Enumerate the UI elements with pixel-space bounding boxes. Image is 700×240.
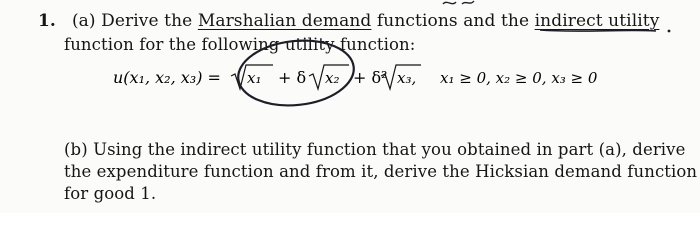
utility-formula <box>113 58 673 98</box>
plus-delta-squared: + δ² <box>353 68 388 87</box>
part-a-line-2: function for the following utility function: <box>64 35 416 54</box>
pen-dot-mark <box>668 30 671 33</box>
part-a-line-1 <box>38 11 659 31</box>
sqrt-term-1: x₁ <box>247 69 262 87</box>
part-b-line-1: (b) Using the indirect utility function that you obtained in part (a), derive <box>64 140 686 159</box>
sqrt-term-2: x₂ <box>325 69 340 87</box>
part-b-line-2: the expenditure function and from it, derive the Hicksian demand function <box>64 162 698 181</box>
sqrt-term-3: x₃, <box>397 69 417 87</box>
pen-scribble-top <box>443 1 474 4</box>
utility-lhs: u(x₁, x₂, x₃) = <box>113 68 221 87</box>
part-a-text-mid: functions and the <box>371 11 535 31</box>
question-number: 1. <box>38 11 56 31</box>
marshalian-demand-underlined: Marshalian demand <box>197 11 372 31</box>
indirect-utility-underlined: indirect utility <box>534 11 660 31</box>
plus-delta: + δ <box>278 68 307 87</box>
part-a-text-start: (a) Derive the <box>71 11 198 31</box>
nonnegativity-constraints: x₁ ≥ 0, x₂ ≥ 0, x₃ ≥ 0 <box>440 69 598 87</box>
part-b-line-3: for good 1. <box>64 184 157 203</box>
